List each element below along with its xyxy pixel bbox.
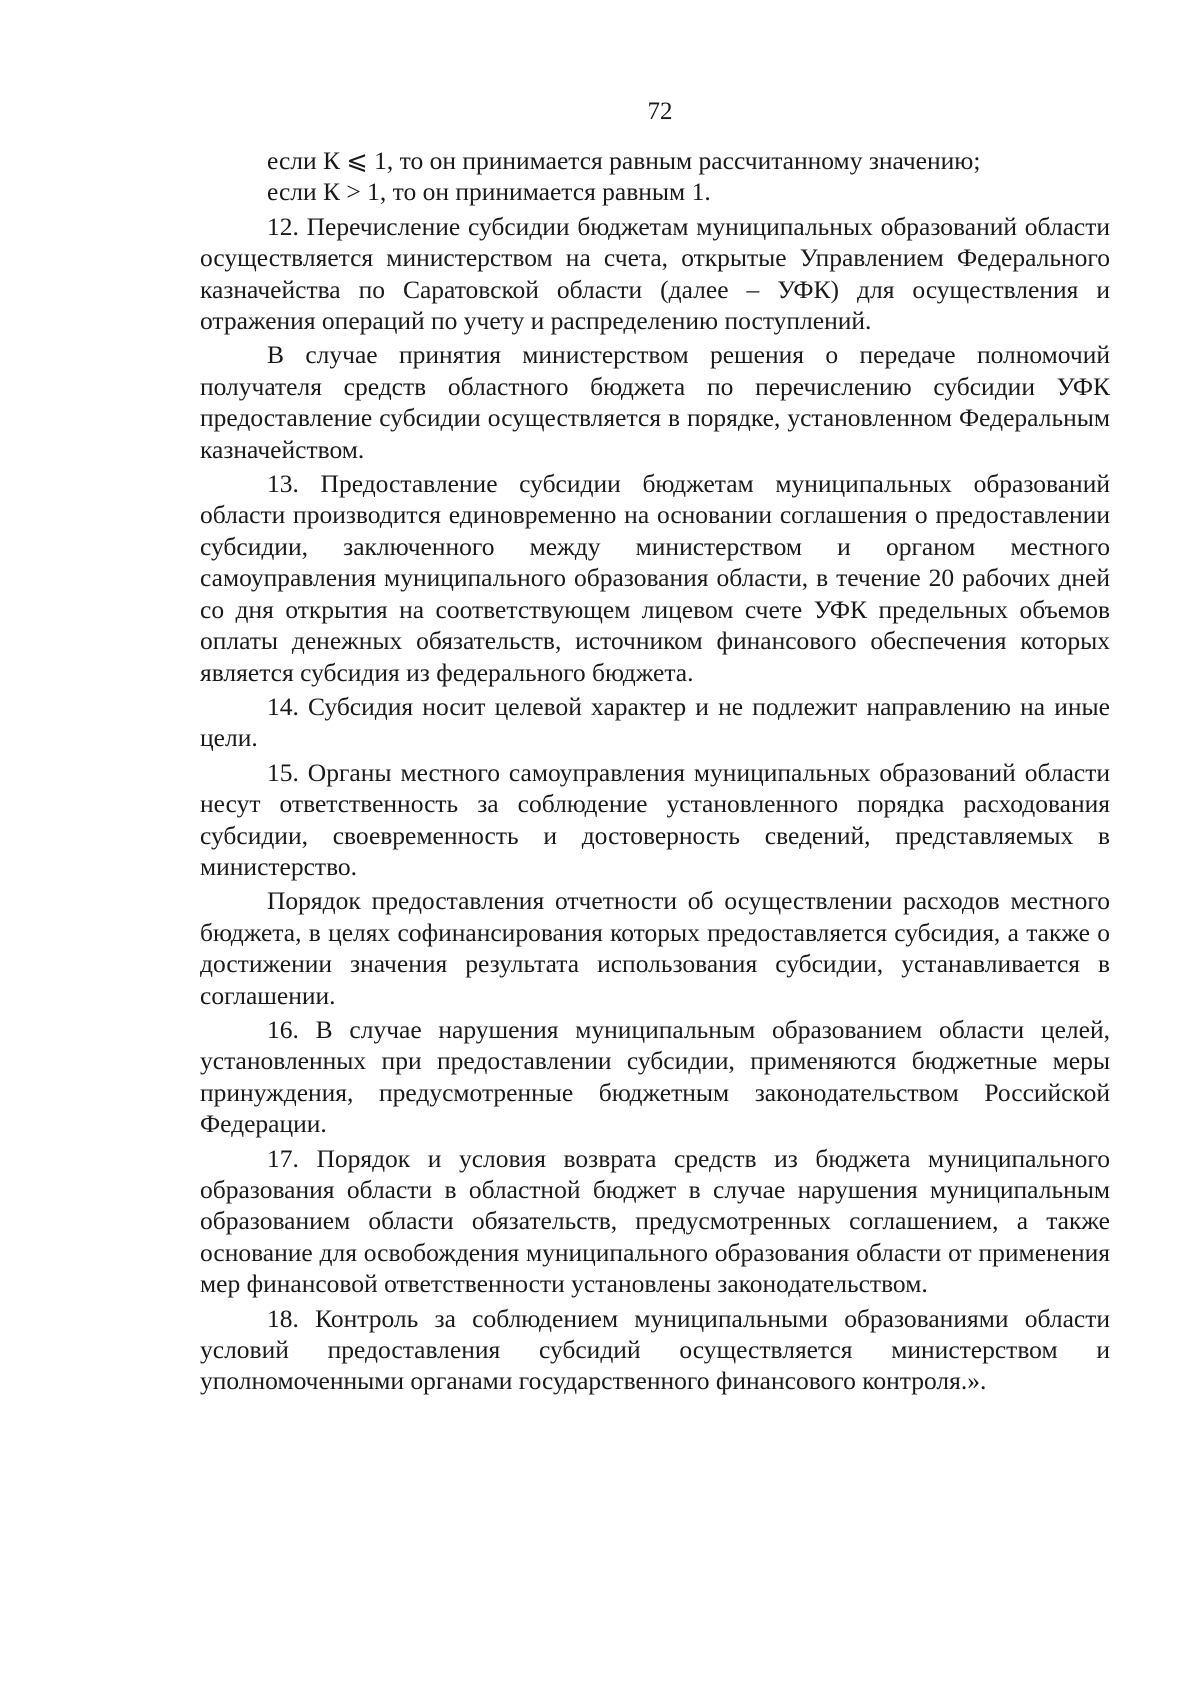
paragraph-17: 17. Порядок и условия возврата средств из бюджета муниципального образования области в областной бюджет в случае нарушения муниципальным образованием области обязательств, предусмотренных соглашением, а также основание для освобождения муниципального образования области от применения мер финансовой ответственности установлены законодательством.	[200, 1143, 1110, 1299]
paragraph-13: 13. Предоставление субсидии бюджетам муниципальных образований области производится единовременно на основании соглашения о предоставлении субсидии, заключенного между министерством и органом местного самоуправления муниципального образования области, в течение 20 рабочих дней со дня открытия на соответствующем лицевом счете УФК предельных объемов оплаты денежных обязательств, источником финансового обеспечения которых является субсидия из федерального бюджета.	[200, 469, 1110, 687]
paragraph-15: 15. Органы местного самоуправления муниципальных образований области несут ответственность за соблюдение установленного порядка расходования субсидии, своевременность и достоверность сведений, представляемых в министерство.	[200, 757, 1110, 881]
paragraph-k-less-equal-one: если К ⩽ 1, то он принимается равным рассчитанному значению;	[267, 146, 981, 175]
paragraph-12-continued: В случае принятия министерством решения о передаче полномочий получателя средств областного бюджета по перечислению субсидии УФК предоставление субсидии осуществляется в порядке, установленном Федеральным казначейством.	[200, 340, 1110, 464]
document-body	[200, 145, 1110, 1397]
page-number: 72	[647, 98, 673, 125]
paragraph-14: 14. Субсидия носит целевой характер и не подлежит направлению на иные цели.	[200, 691, 1110, 753]
paragraph-16: 16. В случае нарушения муниципальным образованием области целей, установленных при предоставлении субсидии, применяются бюджетные меры принуждения, предусмотренные бюджетным законодательством Российской Федерации.	[200, 1014, 1110, 1139]
paragraph-k-greater-one: если К > 1, то он принимается равным 1.	[267, 177, 711, 207]
paragraph-18: 18. Контроль за соблюдением муниципальными образованиями области условий предоставления субсидий осуществляется министерством и уполномоченными органами государственного финансового контроля.».	[200, 1303, 1110, 1396]
paragraph-12: 12. Перечисление субсидии бюджетам муниципальных образований области осуществляется министерством на счета, открытые Управлением Федерального казначейства по Саратовской области (далее – УФК) для осуществления и отражения операций по учету и распределению поступлений.	[200, 211, 1110, 336]
paragraph-15-continued: Порядок предоставления отчетности об осуществлении расходов местного бюджета, в целях софинансирования которых предоставляется субсидия, а также о достижении значения результата использования субсидии, устанавливается в соглашении.	[200, 886, 1110, 1010]
